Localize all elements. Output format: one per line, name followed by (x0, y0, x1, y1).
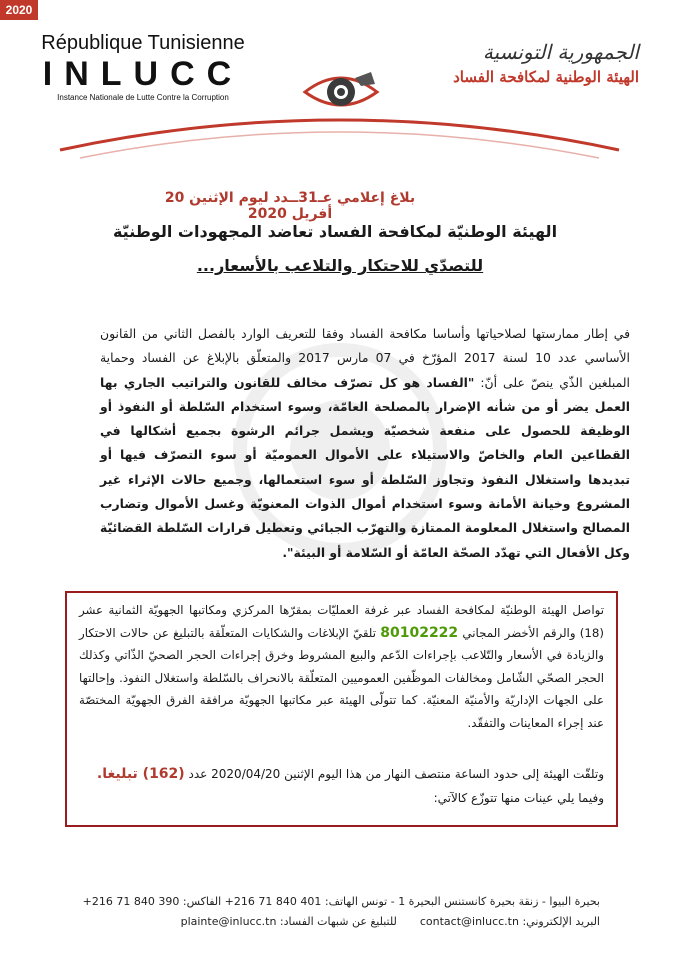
report-email-link[interactable]: plainte@inlucc.tn (180, 915, 277, 928)
arabic-country-name: الجمهورية التونسية (482, 40, 639, 64)
press-release-date: بلاغ إعلامي عـ31ــدد ليوم الإثنين 20 أفريل 2020 (164, 190, 416, 222)
intro-paragraph (100, 322, 630, 565)
contact-email-link[interactable]: contact@inlucc.tn (419, 915, 519, 928)
box-text-c: وتلقّت الهيئة إلى حدود الساعة منتصف النهار من هذا اليوم الإثنين 2020/04/20 عدد (188, 767, 604, 781)
email-label: البريد الإلكتروني: (522, 915, 600, 928)
report-label: للتبليغ عن شبهات الفساد: (279, 915, 397, 928)
box-text-b: تلقيّ الإبلاغات والشكايات المتعلّقة بالتبليغ عن حالات الاحتكار والزيادة في الأسعار والتّلاعب بإجراءات الدّعم والبيع المشروط وخرق إجراءات الحجر الصحيّ الذّاتي وكذلك الحجر الصحّي الشّامل ومخالفات الموظّفين العموميين المتعلّقة بالانحراف بالسّلطة واستغلال النفوذ. وإحالتها على الجهات الإداريّة والأمنيّة المعنيّة. كما تتولّى الهيئة عبر مكاتبها الجهويّة مرافقة الفرق الجهويّة المختصّة عند إجراء المعاينات والتفقّد. (79, 625, 604, 730)
headline-title-line2: للتصدّي للاحتكار والتلاعب بالأسعار... (196, 256, 484, 275)
footer-address: بحيرة البيوا - زنقة بحيرة كانستنس البحيرة 1 - تونس الهاتف: 401 840 71 216+ الفاكس: 390 840 71 216+ (82, 895, 600, 908)
header-red-arc (0, 110, 679, 170)
headline-title-line1: الهيئة الوطنيّة لمكافحة الفساد تعاضد المجهودات الوطنيّة (112, 222, 558, 241)
corruption-definition-quote: "الفساد هو كل تصرّف مخالف للقانون والتراتيب الجاري بها العمل يضر أو من شأنه الإضرار بالمصلحة العامّة، وسوء استخدام السّلطة أو النفوذ أو الوظيفة للحصول على منفعة شخصيّة ويشمل جرائم الرشوة بجميع أشكالها في القطاعين العام والخاصّ والاستيلاء على الأموال العموميّة أو سوء التصرّف فيها أو تبديدها واستغلال النفوذ وتجاوز السّلطة أو سوء استعمالها، وجميع حالات الإثراء غير المشروع وخيانة الأمانة وسوء استخدام أموال الذوات المعنويّة وغسل الأموال وتضارب المصالح واستغلال المعلومة الممتازة والتهرّب الجبائي وتعطيل قرارات السّلطة القضائيّة وكل الأفعال التي تهدّد الصحّة العامّة أو السّلامة أو البيئة". (100, 374, 630, 560)
footer-contacts (80, 915, 600, 928)
french-authority-name: Instance Nationale de Lutte Contre la Corruption (57, 93, 229, 102)
box-paragraph-1 (79, 599, 604, 735)
arabic-header (419, 40, 639, 86)
box-paragraph-2 (79, 763, 604, 785)
arabic-authority-name: الهيئة الوطنية لمكافحة الفساد (453, 68, 639, 86)
box-paragraph-3: وفيما يلي عينات منها تتوزّع كالآتي: (433, 791, 604, 805)
intro-text: في إطار ممارستها لصلاحياتها وأساسا مكافحة الفساد وفقا للتعريف الوارد بالفصل الثاني من القانون الأساسي عدد 10 لسنة 2017 المؤرّخ في 07 مارس 2017 والمتعلّق بالإبلاغ عن الفساد وحماية المبلغين الذّي ينصّ على أنّ: (100, 326, 630, 390)
green-hotline-number: 80102222 (380, 624, 459, 641)
year-tab: 2020 (0, 0, 38, 20)
french-country-name: République Tunisienne (41, 32, 245, 54)
inlucc-acronym: INLUCC (42, 55, 244, 93)
report-count: (162) تبليغا. (96, 766, 185, 782)
statement-box (65, 591, 618, 827)
box-text-a: تواصل الهيئة الوطنيّة لمكافحة الفساد عبر غرفة العمليّات بمقرّها المركزي ومكاتبها الجهويّة الثمانية عشر (18) والرقم الأخضر المجاني (79, 603, 605, 640)
french-header (28, 32, 258, 102)
